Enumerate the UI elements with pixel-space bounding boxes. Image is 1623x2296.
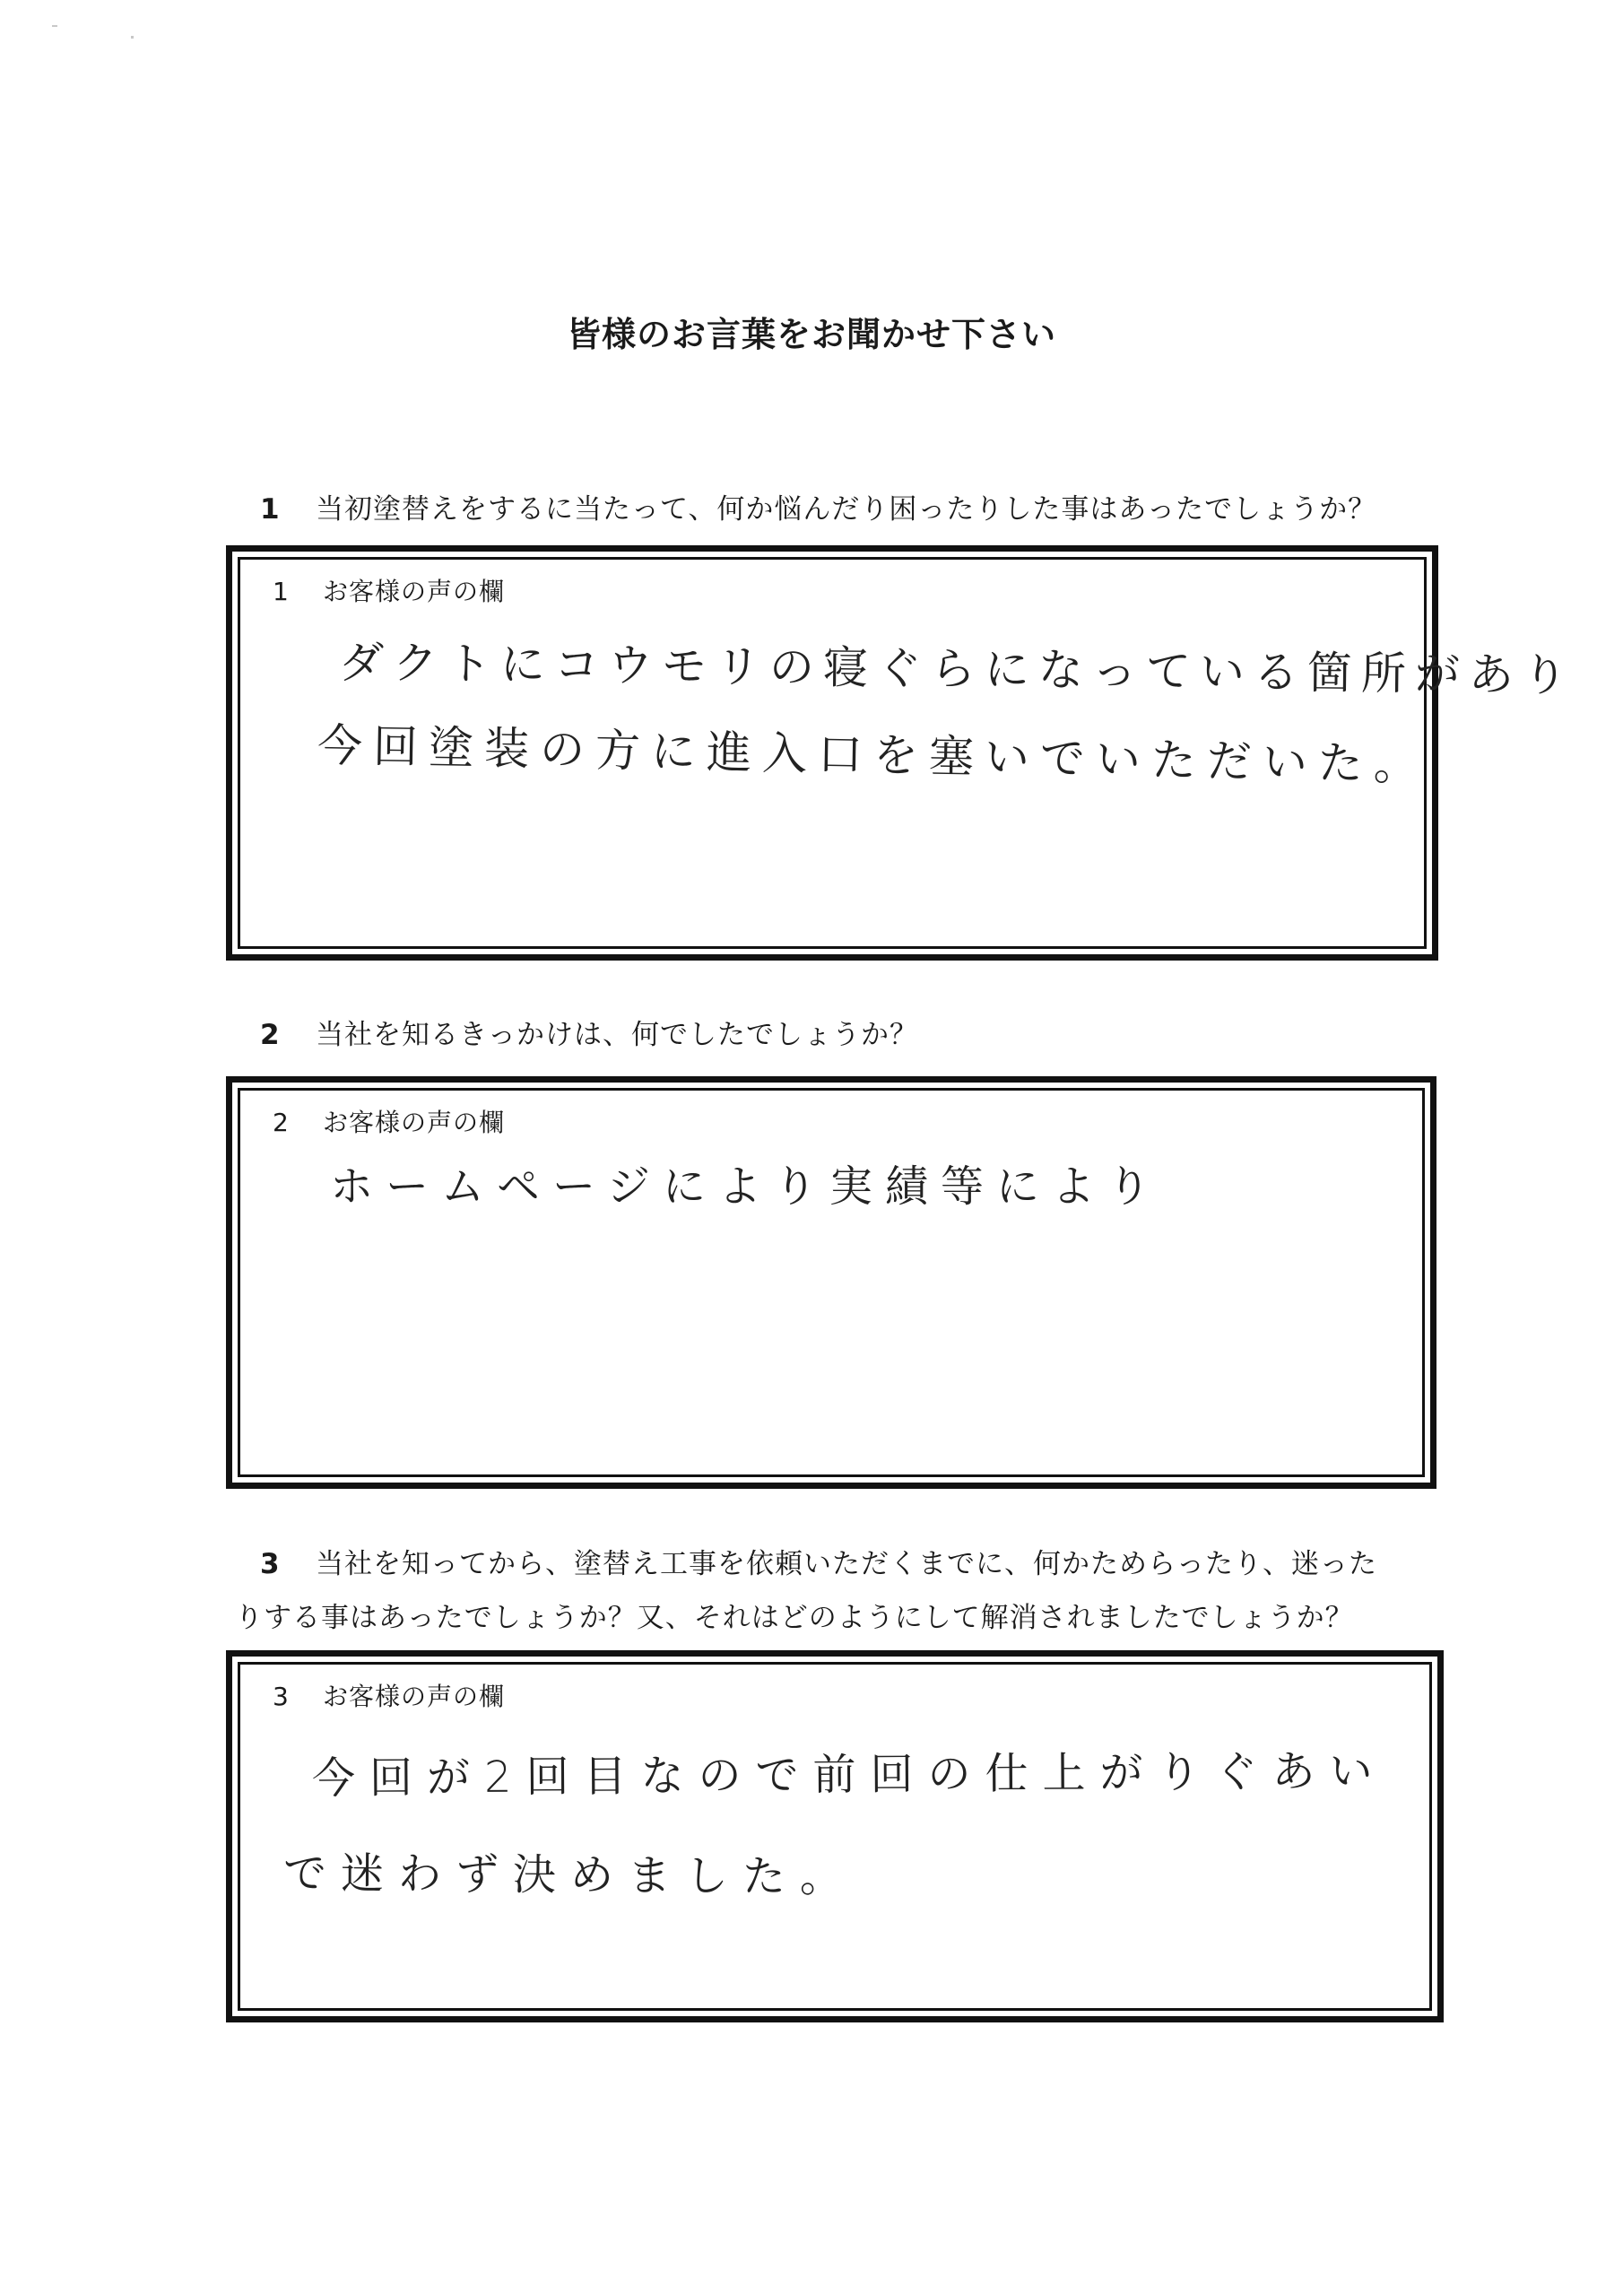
answer-box-number: 2	[273, 1108, 290, 1137]
answer-box-number: 3	[273, 1682, 290, 1711]
answer-box-inner-frame	[238, 1088, 1425, 1477]
question-3-continued	[235, 1595, 1436, 1641]
answer-box-label-text: お客様の声の欄	[323, 1682, 506, 1711]
question-number: 1	[260, 493, 281, 526]
question-text: 当社を知るきっかけは、何でしたでしょうか？	[316, 1019, 918, 1051]
answer-box-number: 1	[273, 577, 290, 606]
question-text: 当社を知ってから、塗替え工事を依頼いただくまでに、何かためらったり、迷った	[316, 1548, 1377, 1580]
scan-speck	[131, 36, 134, 39]
question-text: りする事はあったでしょうか？又、それはどのようにして解消されましたでしょうか？	[235, 1602, 1354, 1634]
answer-box-label-text: お客様の声の欄	[323, 1108, 506, 1137]
answer-box-label	[273, 572, 505, 608]
handwritten-answer-line: 今回が2回目なので前回の仕上がりぐあい	[311, 1745, 1387, 1805]
question-text: 当初塗替えをするに当たって、何か悩んだり困ったりした事はあったでしょうか？	[316, 493, 1377, 526]
answer-box-inner-frame	[238, 557, 1577, 949]
handwritten-answer-line: ホームページにより実績等により	[330, 1161, 1164, 1212]
question-1	[235, 486, 1436, 533]
handwritten-answer-line: で迷わず決めました。	[282, 1848, 858, 1903]
handwritten-answer-line: 今回塗装の方に進入口を塞いでいただいた。	[317, 719, 1430, 791]
answer-box-1	[226, 545, 1577, 961]
answer-box-inner-frame	[238, 1662, 1432, 2011]
answer-box-3	[226, 1650, 1444, 2022]
question-2	[235, 1012, 1436, 1058]
page-title: 皆様のお言葉をお聞かせ下さい	[566, 315, 1056, 354]
handwritten-answer-line: ダクトにコウモリの寝ぐらになっている箇所があり	[338, 636, 1577, 702]
question-number: 3	[260, 1548, 281, 1580]
question-number: 2	[260, 1019, 281, 1051]
scan-speck	[52, 25, 57, 27]
answer-box-label-text: お客様の声の欄	[323, 577, 506, 606]
answer-box-2	[226, 1076, 1436, 1489]
question-3	[235, 1541, 1436, 1587]
answer-box-label	[273, 1677, 505, 1713]
answer-box-label	[273, 1103, 505, 1139]
